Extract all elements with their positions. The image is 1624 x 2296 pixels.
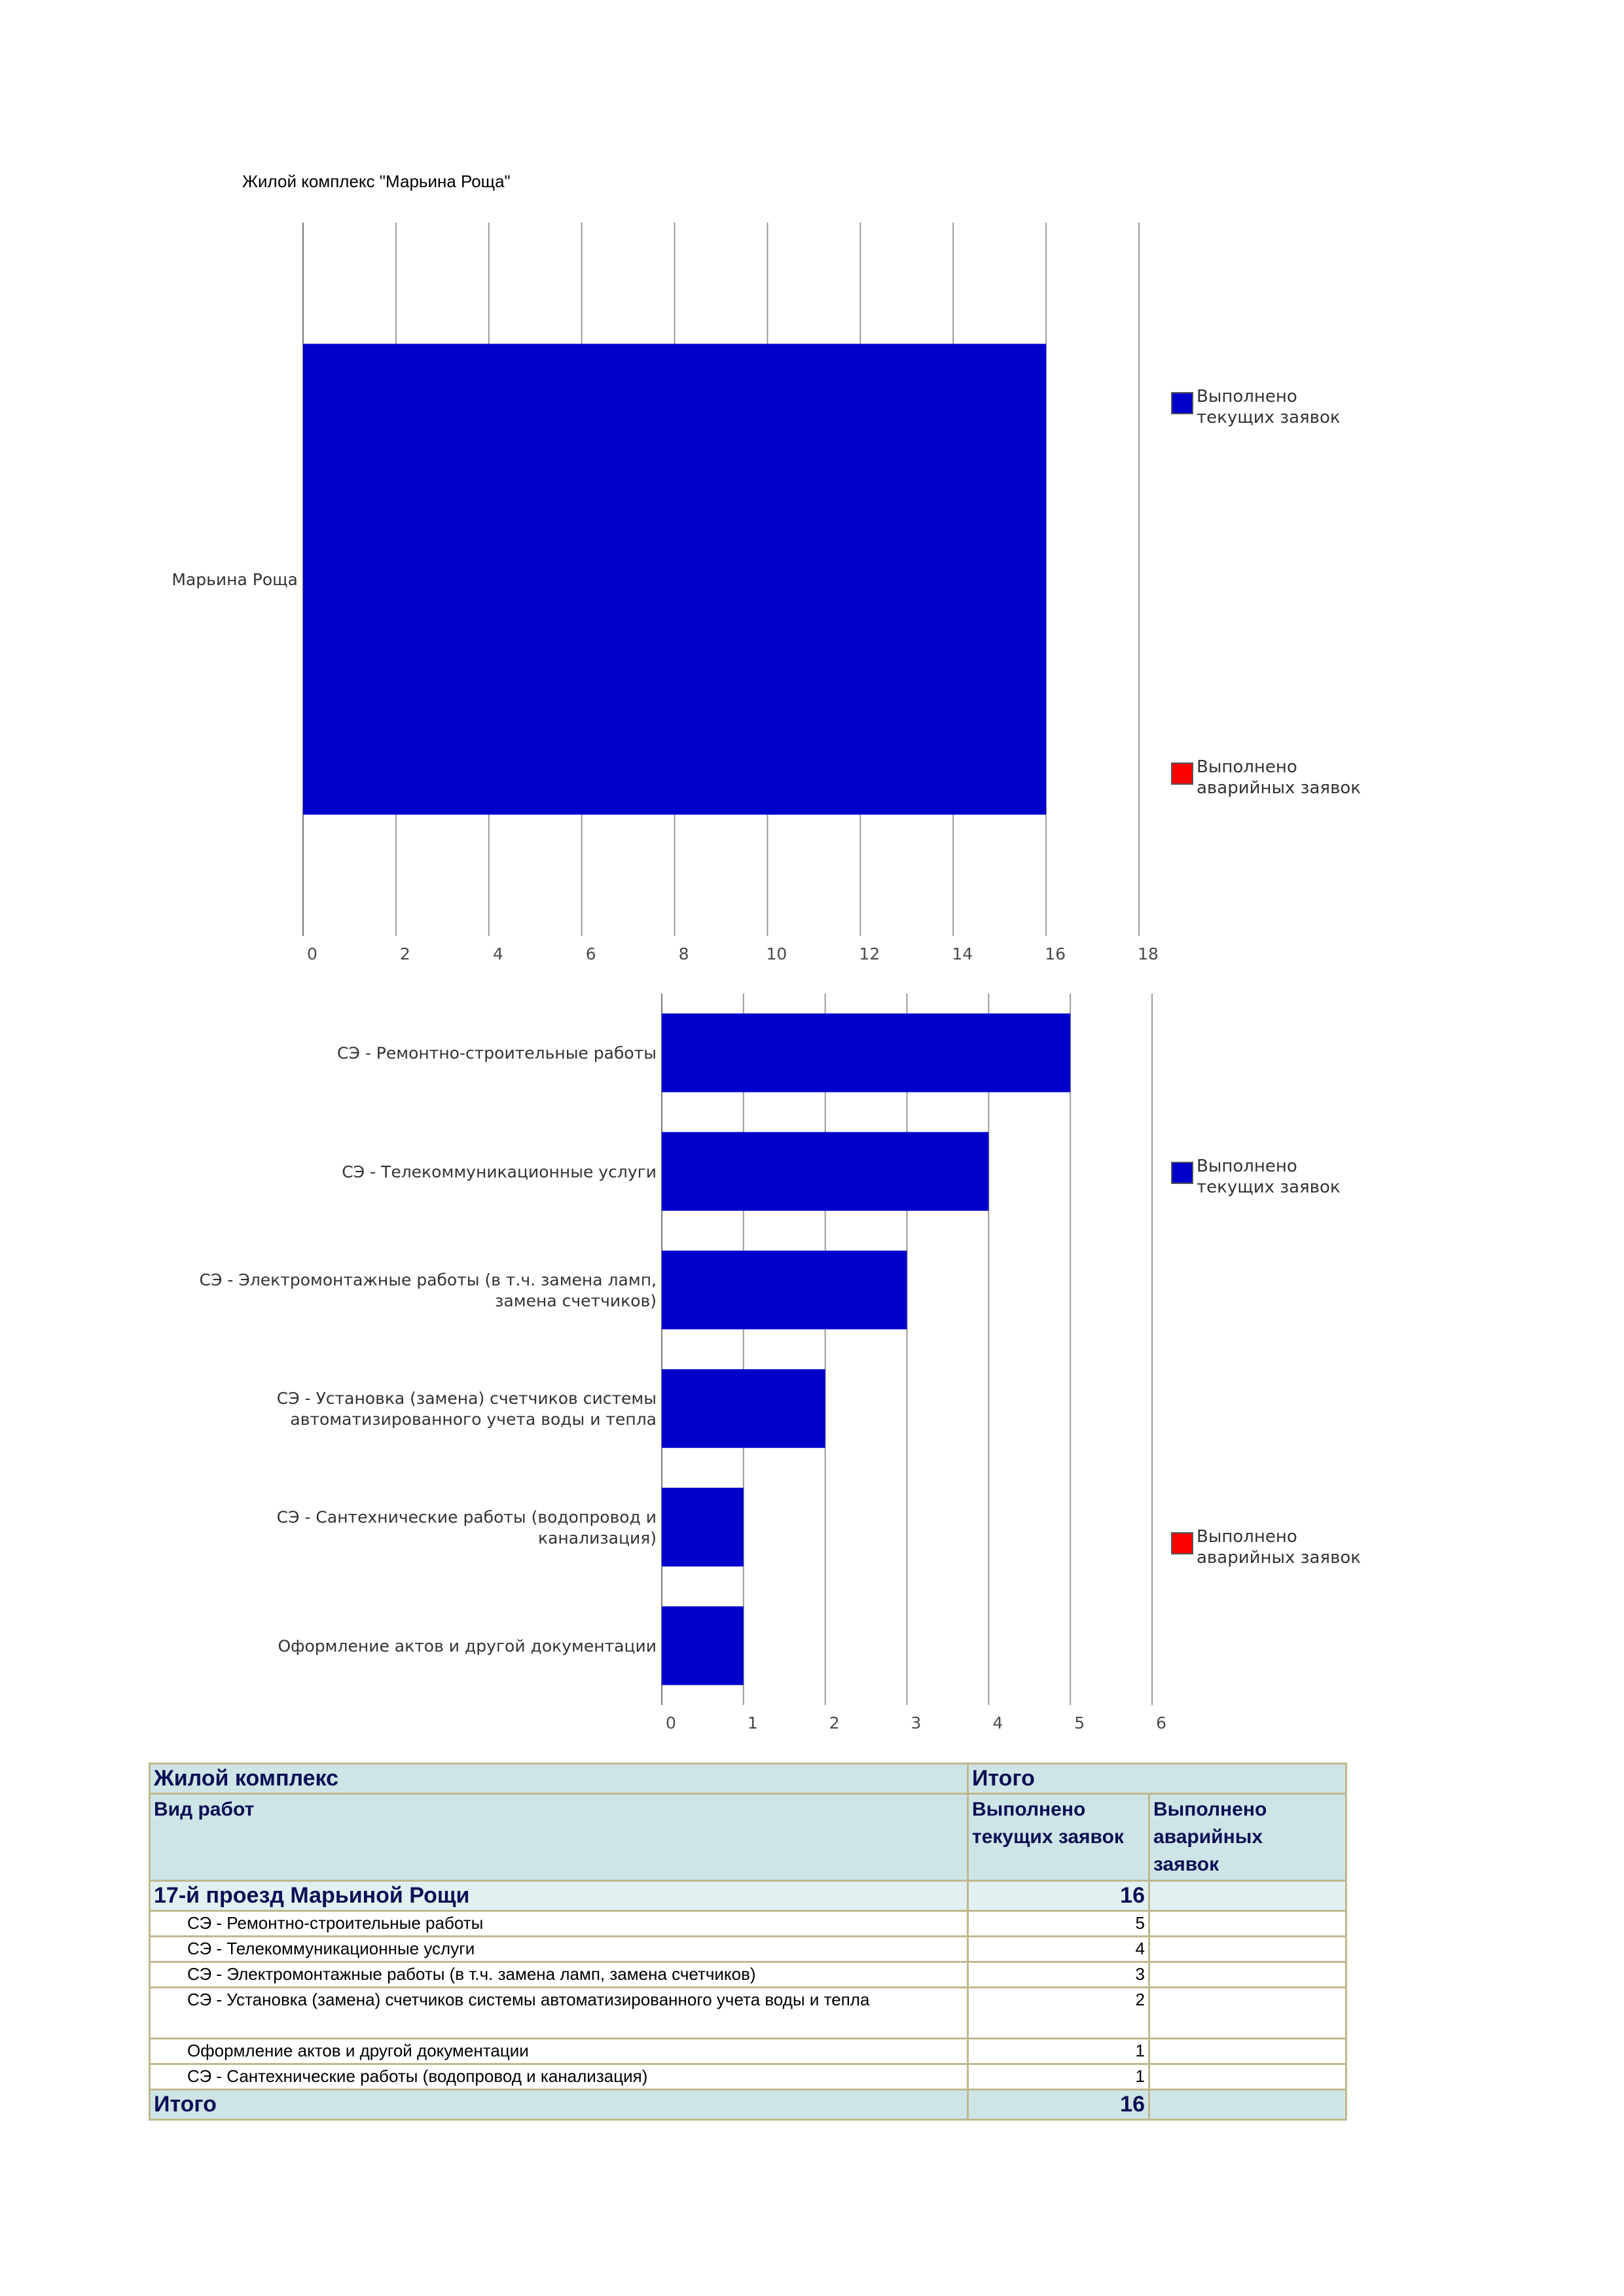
bar [662,1369,825,1448]
header-total: Итого [968,1764,1346,1794]
group-row [150,1881,1346,1911]
category-label: СЭ - Ремонтно-строительные работы [336,1043,657,1063]
table-header-row [150,1764,1346,1794]
legend-swatch [1172,1533,1193,1554]
group-name: 17-й проезд Марьиной Рощи [150,1881,968,1911]
legend-label: аварийных заявок [1197,1548,1361,1568]
row-emergency [1149,1962,1346,1988]
x-tick-label: 4 [992,1713,1003,1732]
row-name: СЭ - Сантехнические работы (водопровод и канализация) [150,2064,968,2090]
row-emergency [1149,1988,1346,2039]
row-name: СЭ - Установка (замена) счетчиков системы автоматизированного учета воды и тепла [150,1988,968,2039]
row-emergency [1149,1937,1346,1962]
table-row [150,1937,1346,1962]
group-current: 16 [968,1881,1149,1911]
x-tick-label: 2 [829,1713,840,1732]
total-row [150,2090,1346,2120]
total-emergency [1149,2090,1346,2120]
x-tick-label: 6 [1156,1713,1166,1732]
report-table [149,1763,1347,2121]
header-complex: Жилой комплекс [150,1764,968,1794]
category-label: автоматизированного учета воды и тепла [290,1410,657,1429]
row-name: СЭ - Телекоммуникационные услуги [150,1937,968,1962]
header-current [968,1794,1149,1881]
group-emergency [1149,1881,1346,1911]
x-tick-label: 6 [585,944,596,963]
table-row [150,1911,1346,1937]
legend-swatch [1172,1162,1193,1183]
x-tick-label: 18 [1138,944,1159,963]
legend-label: Выполнено [1197,1157,1297,1176]
header-emergency-line2: аварийных [1153,1826,1263,1848]
table-row [150,2064,1346,2090]
category-label: СЭ - Установка (замена) счетчиков системы [276,1389,657,1408]
category-label: Оформление актов и другой документации [278,1636,657,1656]
row-current: 5 [968,1911,1149,1937]
category-label: СЭ - Сантехнические работы (водопровод и [276,1507,657,1527]
header-emergency-line3: заявок [1153,1854,1219,1875]
bar [662,1013,1070,1092]
row-emergency [1149,2039,1346,2064]
row-emergency [1149,2064,1346,2090]
row-current: 1 [968,2064,1149,2090]
bar [662,1606,744,1685]
category-label: Марьина Роща [171,570,298,589]
row-emergency [1149,1911,1346,1937]
page-title: Жилой комплекс "Марьина Роща" [242,171,511,191]
row-name: СЭ - Электромонтажные работы (в т.ч. замена ламп, замена счетчиков) [150,1962,968,1988]
row-current: 1 [968,2039,1149,2064]
row-name: СЭ - Ремонтно-строительные работы [150,1911,968,1937]
category-label: СЭ - Электромонтажные работы (в т.ч. замена ламп, [199,1270,657,1289]
x-tick-label: 12 [859,944,880,963]
total-label: Итого [150,2090,968,2120]
x-tick-label: 0 [666,1713,676,1732]
category-label: СЭ - Телекоммуникационные услуги [342,1162,657,1181]
header-emergency [1149,1794,1346,1881]
legend-label: аварийных заявок [1197,778,1361,798]
legend-label: Выполнено [1197,387,1297,406]
x-tick-label: 14 [952,944,973,963]
x-tick-label: 2 [399,944,410,963]
header-emergency-line1: Выполнено [1153,1799,1267,1820]
header-current-line2: текущих заявок [972,1826,1124,1848]
legend-label: Выполнено [1197,1527,1297,1547]
legend-label: текущих заявок [1197,408,1341,427]
row-current: 3 [968,1962,1149,1988]
bar [662,1251,907,1329]
row-current: 2 [968,1988,1149,2039]
row-name: Оформление актов и другой документации [150,2039,968,2064]
x-tick-label: 1 [747,1713,758,1732]
x-tick-label: 8 [678,944,689,963]
x-tick-label: 10 [766,944,787,963]
legend-label: Выполнено [1197,757,1297,777]
table-subheader-row [150,1794,1346,1881]
x-tick-label: 5 [1074,1713,1085,1732]
category-label: замена счетчиков) [495,1291,657,1310]
x-tick-label: 16 [1045,944,1066,963]
legend-label: текущих заявок [1197,1177,1341,1197]
header-current-line1: Выполнено [972,1799,1086,1820]
table-row [150,1988,1346,2039]
x-tick-label: 4 [492,944,503,963]
category-label: канализация) [538,1528,657,1548]
x-tick-label: 0 [307,944,317,963]
total-current: 16 [968,2090,1149,2120]
x-tick-label: 3 [911,1713,922,1732]
table-row [150,2039,1346,2064]
row-current: 4 [968,1937,1149,1962]
header-work-type: Вид работ [150,1794,968,1881]
table-row [150,1962,1346,1988]
bar [662,1488,744,1566]
bar [662,1132,988,1211]
